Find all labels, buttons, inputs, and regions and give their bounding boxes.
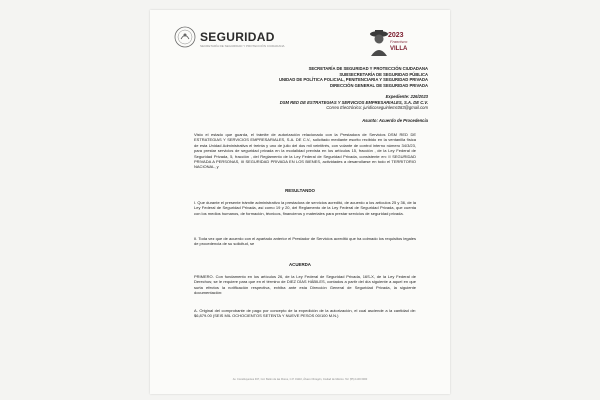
agency-brand: SEGURIDAD	[200, 30, 275, 44]
company-email: Correo Electrónico: juridicoseguinlemc083@gmail.com	[326, 105, 428, 111]
year-logo-year: 2023	[388, 32, 404, 39]
addressee-line: UNIDAD DE POLÍTICA POLICIAL, PENITENCIARIA Y SEGURIDAD PRIVADA	[278, 77, 428, 83]
addressee-line: SUBSECRETARÍA DE SEGURIDAD PÚBLICA	[339, 71, 428, 77]
document-page	[150, 10, 450, 394]
reference-block	[280, 94, 428, 111]
resultando-heading: RESULTANDO	[285, 188, 315, 193]
footer-address: Av. Constituyentes 947, Col. Belén de las Flores, C.P. 01110, Álvaro Obregón, Ciudad de México. Tel: (55) 1103 6000	[232, 378, 368, 381]
year-logo-last: VILLA	[390, 46, 408, 52]
letterhead	[174, 24, 430, 64]
acuerda-paragraph-1: PRIMERO. Con fundamento en los artículos 26, de la Ley Federal de Seguridad Privada, 16S-X, de la Ley Federal de Derechos; se le requiere para que en el término de DIEZ DÍAS HÁBILES, contados a partir del día siguiente a aquel en que surta efectos la notificación respectiva, exhiba ante esta Dirección General de Seguridad Privada, la siguiente documentación:	[194, 274, 416, 296]
resultando-paragraph-1: I. Que durante el presente trámite administrativo la prestadora de servicios acreditó, de acuerdo a los artículos 25 y 36, de la Ley Federal de Seguridad Privada, así como 19 y 20, del Reglamento de la Ley Federal de Seguridad Privada, que cuenta con los medios humanos, de formación, técnicos, financieros y materiales para prestar servicios de seguridad privada.	[194, 200, 416, 216]
acuerda-heading: ACUERDA	[289, 262, 311, 267]
national-seal-icon	[174, 26, 196, 48]
addressee-line: DIRECCIÓN GENERAL DE SEGURIDAD PRIVADA	[329, 82, 428, 88]
addressee-block	[279, 66, 428, 88]
year-logo	[368, 24, 430, 64]
expediente-number: Expediente: 226/2023	[385, 94, 428, 99]
agency-brand-subtitle: SECRETARÍA DE SEGURIDAD Y PROTECCIÓN CIUDADANA	[200, 44, 285, 48]
subject-line: Asunto: Acuerdo de Procedencia	[362, 118, 428, 123]
acuerda-paragraph-2: A. Original del comprobante de pago por concepto de la expedición de la autorización, el cual asciende a la cantidad de: $6,879.00 (SEIS MIL OCHOCIENTOS SETENTA Y NUEVE PESOS 00/100 M.N.)	[194, 308, 416, 319]
intro-paragraph: Visto el estado que guarda, el trámite de autorización relacionado con la Prestadora de Servicios DSM RED DE ESTRATEGIAS Y SERVICIOS EMPRESARIALES, S.A. DE C.V., solicitado mediante escrito recibido en la ventanilla física de esta Unidad Administrativa el treinta y uno de julio del dos mil veintitrés, con volante de control interno número 34/3/23, para prestar servicios de seguridad privada en la modalidad prevista en los artículos 15, fracción , de la Ley Federal de Seguridad Privada, 5, fracción , del Reglamento de la Ley Federal de Seguridad Privada, consistente en: II SEGURIDAD PRIVADA A PERSONAS, III SEGURIDAD PRIVADA EN LOS BIENES, actividades a desarrollarse en todo el TERRITORIO NACIONAL, y	[194, 132, 416, 170]
resultando-paragraph-2: II. Toda vez que de acuerdo con el apartado anterior el Prestador de Servicios acreditó que ha colmado los requisitos legales de procedencia de su solicitud, se	[194, 236, 416, 247]
year-logo-name: Francisco	[390, 39, 408, 44]
company-name: DSM RED DE ESTRATEGIAS Y SERVICIOS EMPRESARIALES, S.A. DE C.V.	[279, 99, 428, 105]
addressee-line: SECRETARÍA DE SEGURIDAD Y PROTECCIÓN CIUDADANA	[308, 66, 428, 71]
portrait-icon	[368, 26, 390, 58]
